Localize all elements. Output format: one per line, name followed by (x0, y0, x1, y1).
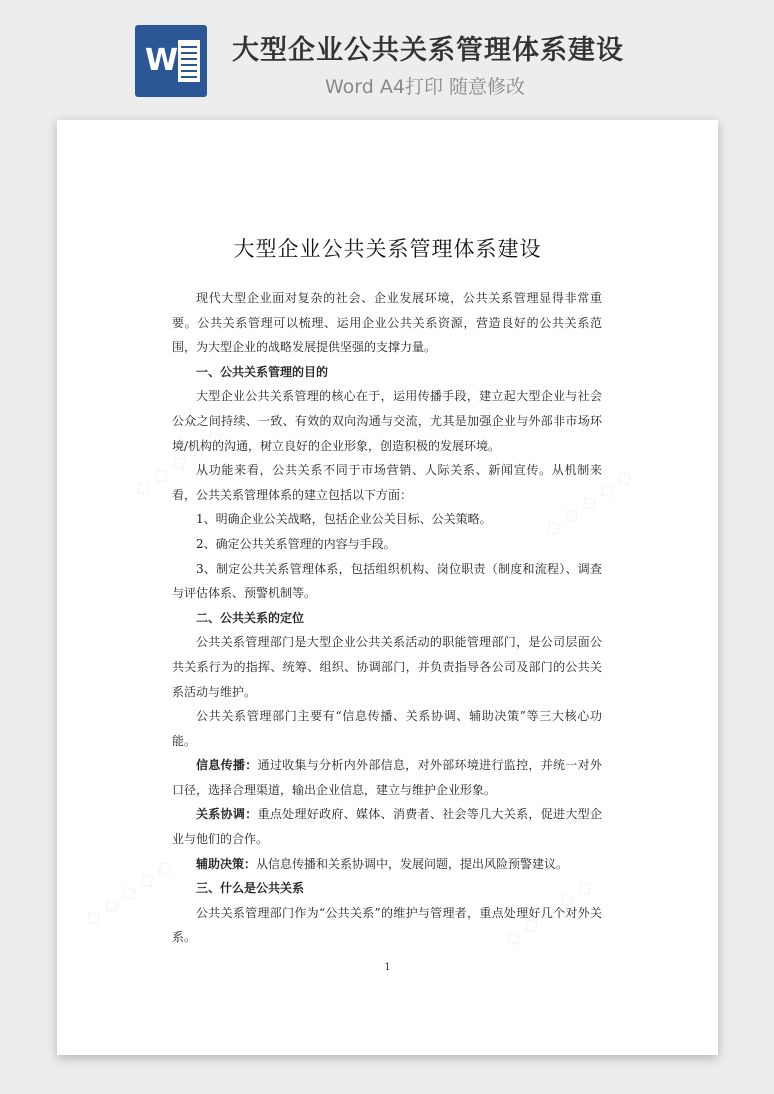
term-label: 辅助决策： (196, 856, 257, 871)
page-number: 1 (384, 962, 391, 973)
section-heading: 二、公共关系的定位 (196, 610, 305, 625)
sheet-lines-icon (178, 40, 200, 82)
list-item: 3、制定公共关系管理体系，包括组织机构、岗位职责（制度和流程）、调查与评估体系、预警机制等。 (172, 561, 602, 601)
document-title: 大型企业公共关系管理体系建设 (233, 237, 542, 261)
watermark: ◇ ◇ ◇ ◇ ◇ (129, 422, 227, 502)
section-heading: 一、公共关系管理的目的 (196, 364, 329, 379)
term-paragraph (172, 852, 602, 877)
paragraph: 公共关系管理部门作为“公共关系”的维护与管理者，重点处理好几个对外关系。 (172, 905, 602, 945)
watermark: ◇ ◇ ◇ ◇ ◇ (79, 852, 177, 932)
term-text: 通过收集与分析内外部信息，对外部环境进行监控，并统一对外口径，选择合理渠道，输出企业信息，建立与维护企业形象。 (172, 758, 602, 797)
term-text: 重点处理好政府、媒体、消费者、社会等几大关系，促进大型企业与他们的合作。 (172, 807, 602, 847)
watermark: ◇ ◇ ◇ ◇ ◇ (499, 872, 597, 952)
header-title: 大型企业公共关系管理体系建设 (232, 35, 624, 66)
word-doc-icon (135, 25, 207, 97)
term-label: 信息传播： (196, 758, 258, 773)
term-label: 关系协调： (196, 807, 258, 822)
list-item: 2、确定公共关系管理的内容与手段。 (196, 536, 396, 551)
document-page (57, 120, 718, 1055)
paragraph: 从功能来看，公共关系不同于市场营销、人际关系、新闻宣传。从机制来看，公共关系管理体系的建立包括以下方面： (172, 463, 602, 502)
list-item: 1、明确企业公关战略，包括企业公关目标、公关策略。 (196, 512, 492, 527)
document-body (172, 286, 602, 950)
paragraph: 公共关系管理部门是大型企业公共关系活动的职能管理部门，是公司层面公共关系行为的指挥、统筹、组织、协调部门，并负责指导各公司及部门的公共关系活动与维护。 (172, 635, 602, 699)
section-heading: 三、什么是公共关系 (196, 881, 305, 896)
header-subtitle: Word A4打印 随意修改 (325, 76, 526, 98)
header (0, 0, 774, 112)
paragraph: 大型企业公共关系管理的核心在于，运用传播手段，建立起大型企业与社会公众之间持续、一致、有效的双向沟通与交流，尤其是加强企业与外部非市场环境/机构的沟通，树立良好的企业形象，创造积极的发展环境。 (172, 389, 602, 453)
paragraph: 公共关系管理部门主要有“信息传播、关系协调、辅助决策”等三大核心功能。 (172, 709, 602, 748)
term-paragraph (172, 753, 602, 802)
term-paragraph (172, 802, 602, 851)
watermark: ◇ ◇ ◇ ◇ ◇ (539, 462, 637, 542)
word-icon-letter: W (145, 43, 179, 78)
term-text: 从信息传播和关系协调中，发展问题，提出风险预警建议。 (256, 856, 569, 871)
paragraph: 现代大型企业面对复杂的社会、企业发展环境，公共关系管理显得非常重要。公共关系管理可以梳理、运用企业公共关系资源，营造良好的公共关系范围，为大型企业的战略发展提供坚强的支撑力量。 (172, 291, 602, 355)
